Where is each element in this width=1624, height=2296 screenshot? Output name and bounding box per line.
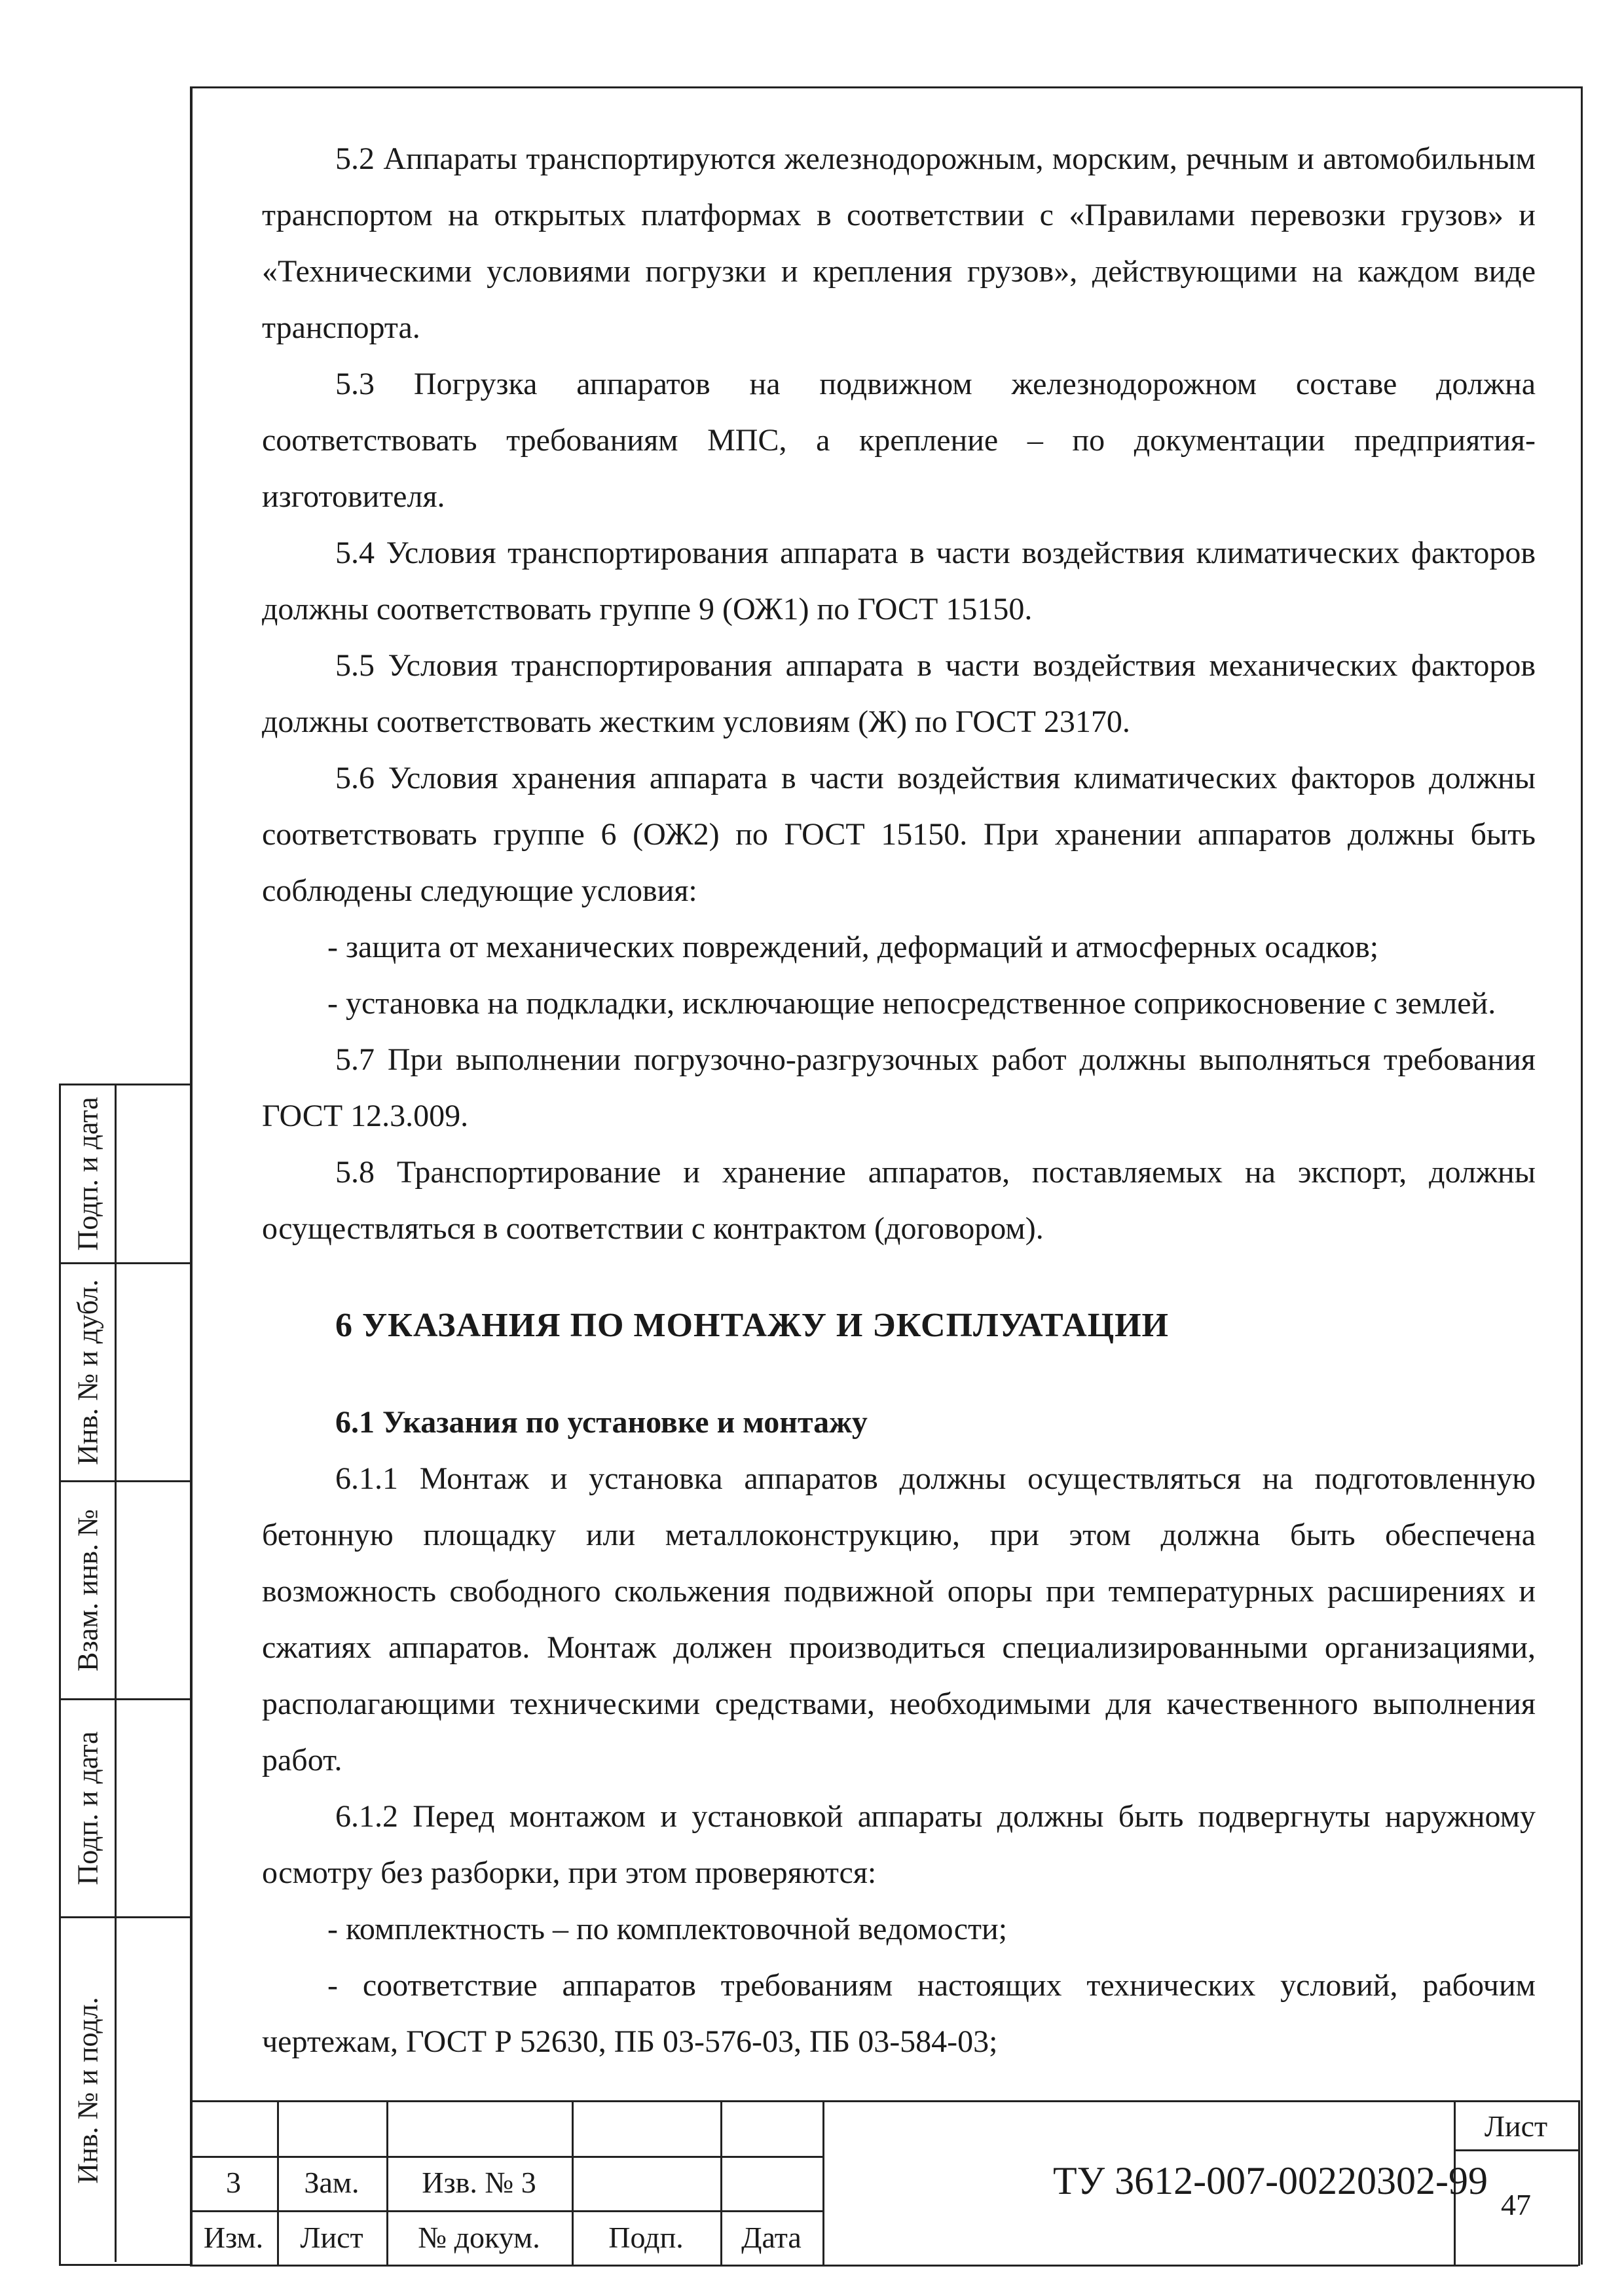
col-izm: Изм. bbox=[203, 2221, 264, 2254]
paragraph-5-2: 5.2 Аппараты транспортируются железнодорожным, морским, речным и автомобильным транспортом на открытых платформах в соответствии с «Правилами перевозки грузов» и «Техническими условиями погрузки и крепления грузов», действующими на каждом виде транспорта. bbox=[262, 141, 1536, 345]
col-doc: № докум. bbox=[418, 2221, 540, 2254]
paragraph-6-1-2: 6.1.2 Перед монтажом и установкой аппараты должны быть подвергнуты наружному осмотру без разборки, при этом проверяются: bbox=[262, 1799, 1536, 1890]
side-stamp-row bbox=[61, 1264, 192, 1482]
sheet-number: 47 bbox=[1501, 2188, 1531, 2221]
revision-doc: Изв. № 3 bbox=[422, 2166, 536, 2199]
revision-number: 3 bbox=[226, 2166, 241, 2199]
list-item: - комплектность – по комплектовочной ведомости; bbox=[327, 1912, 1008, 1946]
subsection-heading: 6.1 Указания по установке и монтажу bbox=[335, 1405, 868, 1440]
document-body bbox=[262, 131, 1536, 2070]
paragraph-6-1-1: 6.1.1 Монтаж и установка аппаратов должны осуществляться на подготовленную бетонную площадку или металлоконструкцию, при этом должна быть обеспечена возможность свободного скольжения подвижной опоры при температурных расширениях и сжатиях аппаратов. Монтаж должен производиться специализированными организациями, располагающими техническими средствами, необходимыми для качественного выполнения работ. bbox=[262, 1461, 1536, 1777]
paragraph-5-5: 5.5 Условия транспортирования аппарата в части воздействия механических факторов должны соответствовать жестким условиям (Ж) по ГОСТ 23170. bbox=[262, 648, 1536, 739]
list-item: - установка на подкладки, исключающие непосредственное соприкосновение с землей. bbox=[327, 986, 1496, 1021]
sheet-label: Лист bbox=[1484, 2109, 1548, 2143]
col-date: Дата bbox=[741, 2221, 802, 2254]
side-stamp-label: Инв. № и дубл. bbox=[71, 1279, 104, 1465]
paragraph-5-3: 5.3 Погрузка аппаратов на подвижном железнодорожном составе должна соответствовать требованиям МПС, а крепление – по документации предприятия-изготовителя. bbox=[262, 367, 1536, 514]
side-stamp-label: Инв. № и подл. bbox=[71, 1996, 104, 2184]
title-block bbox=[190, 2100, 1580, 2266]
section-heading: 6 УКАЗАНИЯ ПО МОНТАЖУ И ЭКСПЛУАТАЦИИ bbox=[335, 1307, 1170, 1344]
paragraph-5-7: 5.7 При выполнении погрузочно-разгрузочных работ должны выполняться требования ГОСТ 12.3.009. bbox=[262, 1042, 1536, 1133]
paragraph-5-4: 5.4 Условия транспортирования аппарата в части воздействия климатических факторов должны соответствовать группе 9 (ОЖ1) по ГОСТ 15150. bbox=[262, 536, 1536, 627]
side-stamp-row bbox=[61, 1918, 192, 2262]
side-stamp-row bbox=[61, 1482, 192, 1700]
paragraph-5-6: 5.6 Условия хранения аппарата в части воздействия климатических факторов должны соответствовать группе 6 (ОЖ2) по ГОСТ 15150. При хранении аппаратов должны быть соблюдены следующие условия: bbox=[262, 761, 1536, 908]
side-stamp-label: Взам. инв. № bbox=[71, 1509, 104, 1671]
side-stamp-row bbox=[61, 1085, 192, 1264]
list-item: - соответствие аппаратов требованиям настоящих технических условий, рабочим чертежам, ГОСТ Р 52630, ПБ 03-576-03, ПБ 03-584-03; bbox=[262, 1968, 1536, 2059]
side-stamp-row bbox=[61, 1700, 192, 1918]
document-code: ТУ 3612-007-00220302-99 bbox=[1052, 2159, 1488, 2202]
col-podp: Подп. bbox=[608, 2221, 684, 2254]
side-stamp-label: Подп. и дата bbox=[71, 1097, 104, 1251]
side-stamp-label: Подп. и дата bbox=[71, 1731, 104, 1886]
list-item: - защита от механических повреждений, деформаций и атмосферных осадков; bbox=[327, 930, 1379, 964]
side-stamp bbox=[59, 1084, 192, 2266]
revision-change: Зам. bbox=[304, 2166, 360, 2199]
paragraph-5-8: 5.8 Транспортирование и хранение аппаратов, поставляемых на экспорт, должны осуществляться в соответствии с контрактом (договором). bbox=[262, 1155, 1536, 1246]
col-list: Лист bbox=[300, 2221, 363, 2254]
